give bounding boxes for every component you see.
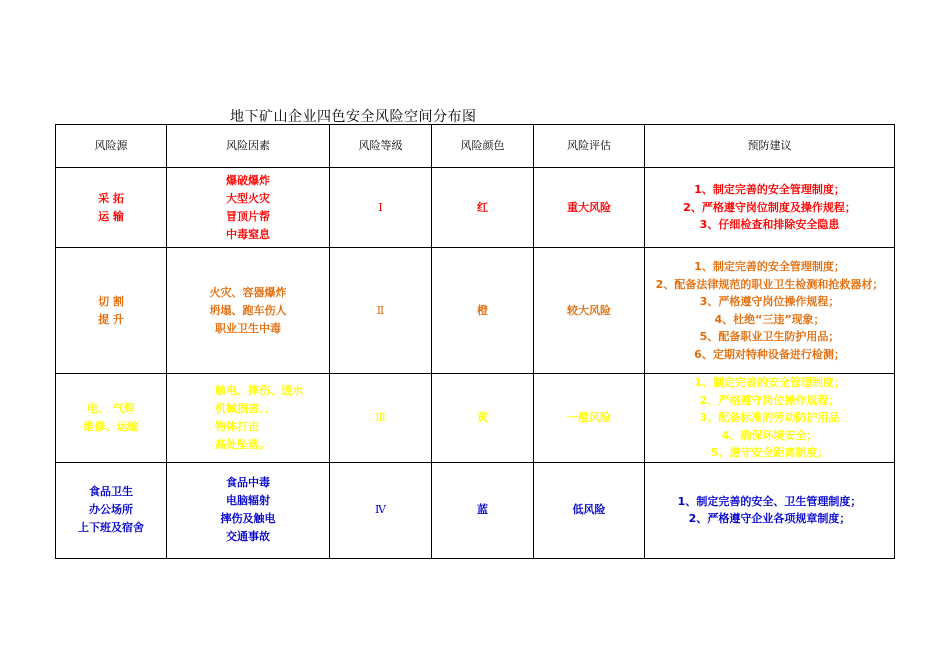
risk-source xyxy=(56,462,167,558)
source-line: 办公场所 xyxy=(89,503,133,516)
risk-assessment: 一般风险 xyxy=(534,374,645,463)
advice-line: 5、遵守安全距离制度； xyxy=(710,446,829,459)
risk-level: Ⅱ xyxy=(330,248,432,374)
risk-assessment: 较大风险 xyxy=(534,248,645,374)
prevention-advice xyxy=(645,374,895,463)
risk-factors xyxy=(167,374,330,463)
risk-assessment: 低风险 xyxy=(534,462,645,558)
advice-line: 3、仔细检查和排除安全隐患 xyxy=(699,218,840,232)
factor-line: 触电、摔伤、透水 xyxy=(215,383,303,397)
header-level: 风险等级 xyxy=(330,125,432,168)
prevention-advice xyxy=(645,248,895,374)
source-line: 提 升 xyxy=(98,312,124,326)
risk-factors xyxy=(167,168,330,248)
advice-line: 1、制定完善的安全管理制度； xyxy=(694,260,845,273)
risk-source xyxy=(56,248,167,374)
source-line: 切 割 xyxy=(98,294,124,308)
source-line: 食品卫生 xyxy=(89,485,133,498)
factor-line: 交通事故 xyxy=(226,530,270,543)
risk-level: Ⅰ xyxy=(330,168,432,248)
factor-line: 食品中毒 xyxy=(226,476,270,489)
advice-line: 3、严格遵守岗位操作规程； xyxy=(699,295,840,308)
table-row xyxy=(56,462,895,558)
advice-line: 2、配备法律规范的职业卫生检测和抢救器材； xyxy=(655,277,884,291)
risk-assessment: 重大风险 xyxy=(534,168,645,248)
advice-line: 3、配备标准的劳动防护用品 xyxy=(699,411,840,424)
source-line: 采 拓 xyxy=(98,191,124,205)
risk-level: Ⅲ xyxy=(330,374,432,463)
advice-line: 1、制定完善的安全管理制度； xyxy=(694,183,845,197)
prevention-advice xyxy=(645,168,895,248)
prevention-advice xyxy=(645,462,895,558)
page-title: 地下矿山企业四色安全风险空间分布图 xyxy=(230,109,477,125)
header-color: 风险颜色 xyxy=(432,125,534,168)
source-line: 上下班及宿舍 xyxy=(78,521,144,534)
header-factors: 风险因素 xyxy=(167,125,330,168)
risk-color: 红 xyxy=(432,168,534,248)
risk-source xyxy=(56,374,167,463)
header-advice: 预防建议 xyxy=(645,125,895,168)
factor-line: 电脑辐射 xyxy=(226,494,270,507)
factor-line: 爆破爆炸 xyxy=(226,173,270,187)
source-line: 维修、运输 xyxy=(83,419,139,433)
factor-line: 火灾、容器爆炸 xyxy=(209,285,287,299)
header-row xyxy=(56,125,895,168)
table-row xyxy=(56,168,895,248)
factor-line: 职业卫生中毒 xyxy=(215,321,281,335)
factor-line: 物体打击 xyxy=(215,419,259,433)
factor-line: 中毒窒息 xyxy=(226,227,270,241)
risk-factors xyxy=(167,248,330,374)
factor-line: 大型火灾 xyxy=(226,191,270,205)
header-source: 风险源 xyxy=(56,125,167,168)
advice-line: 4、确保环境安全； xyxy=(721,428,818,442)
factor-line: 冒顶片帮 xyxy=(226,209,270,223)
risk-color: 蓝 xyxy=(432,462,534,558)
advice-line: 4、杜绝“三违”现象； xyxy=(714,312,825,326)
advice-line: 2、严格遵守岗位制度及操作规程； xyxy=(683,200,856,214)
factor-line: 坍塌、跑车伤人 xyxy=(209,303,287,317)
factor-line: 机械损害、、 xyxy=(215,401,276,415)
advice-line: 1、制定完善的安全、卫生管理制度； xyxy=(677,494,862,508)
advice-line: 6、定期对特种设备进行检测； xyxy=(694,347,845,361)
risk-color: 橙 xyxy=(432,248,534,374)
header-assessment: 风险评估 xyxy=(534,125,645,168)
table-row xyxy=(56,374,895,463)
advice-line: 2、严格遵守岗位操作规程； xyxy=(699,393,840,407)
advice-line: 1、制定完善的安全管理制度； xyxy=(694,376,845,389)
source-line: 电、 气焊 xyxy=(87,401,135,415)
risk-source xyxy=(56,168,167,248)
source-line: 运 输 xyxy=(98,209,124,223)
advice-line: 2、严格遵守企业各项规章制度； xyxy=(688,512,851,525)
risk-color: 黄 xyxy=(432,374,534,463)
risk-level: Ⅳ xyxy=(330,462,432,558)
table-row xyxy=(56,248,895,374)
factor-line: 高处坠落。 xyxy=(215,437,270,451)
risk-table xyxy=(55,124,895,559)
advice-line: 5、配备职业卫生防护用品； xyxy=(699,330,840,343)
factor-line: 摔伤及触电 xyxy=(220,512,276,525)
risk-factors xyxy=(167,462,330,558)
